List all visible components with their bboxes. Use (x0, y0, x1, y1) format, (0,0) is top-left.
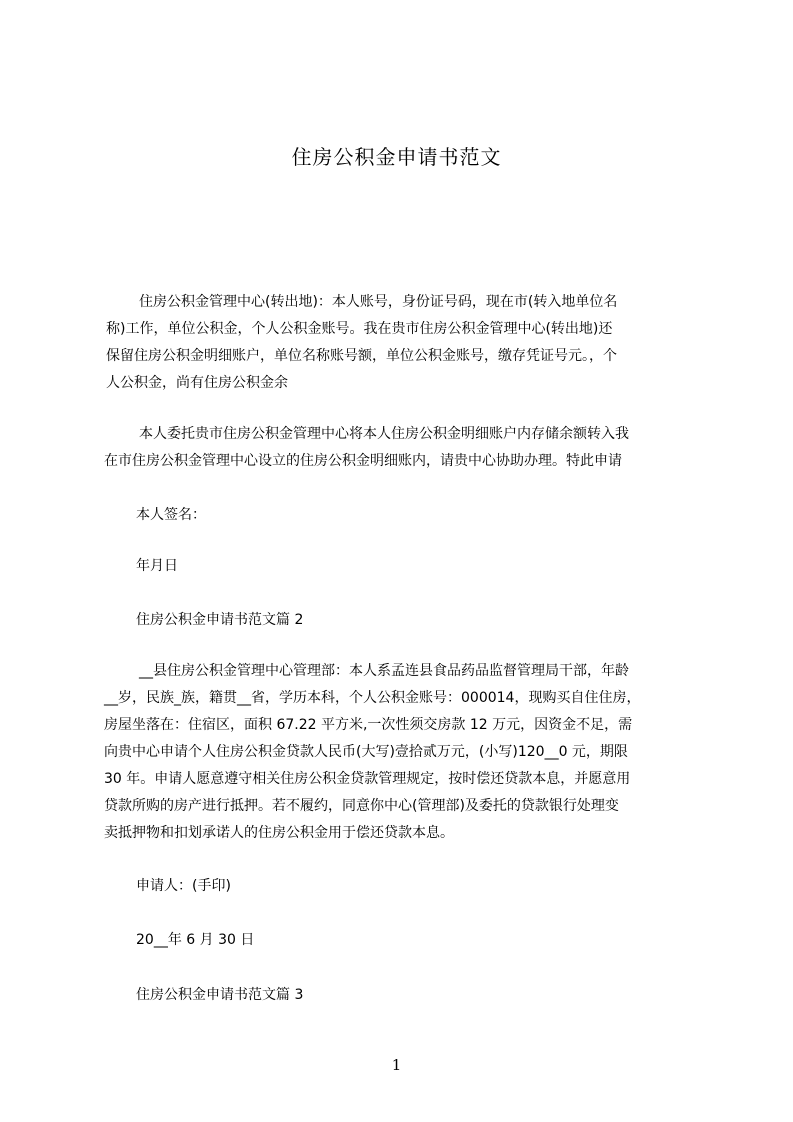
paragraph-3-line: __岁，民族_族，籍贯__省，学历本科，个人公积金账号：000014，现购买自住住房， (104, 690, 641, 706)
paragraph-1-line: 住房公积金管理中心(转出地)：本人账号，身份证号码，现在市(转入地单位名 (139, 294, 618, 310)
paragraph-3-line: 30 年。申请人愿意遵守相关住房公积金贷款管理规定，按时偿还贷款本息，并愿意用 (104, 771, 631, 787)
paragraph-3 (97, 658, 697, 847)
paragraph-3-line: 房屋坐落在：住宿区，面积 67.22 平方米,一次性须交房款 12 万元，因资金不足，需 (104, 717, 633, 733)
paragraph-2-line: 本人委托贵市住房公积金管理中心将本人住房公积金明细账户内存储余额转入我 (139, 426, 629, 442)
paragraph-1-line: 保留住房公积金明细账户，单位名称账号额，单位公积金账号，缴存凭证号元。，个 (106, 348, 617, 364)
date-label: 年月日 (136, 558, 178, 574)
applicant-date: 20__年 6 月 30 日 (136, 932, 255, 948)
applicant-label: 申请人：(手印) (136, 878, 231, 894)
paragraph-3-line: 向贵中心申请个人住房公积金贷款人民币(大写)壹拾贰万元，(小写)120__0 元，期限 (104, 744, 628, 760)
paragraph-3-line: 贷款所购的房产进行抵押。若不履约，同意你中心(管理部)及委托的贷款银行处理变 (104, 798, 619, 814)
paragraph-3-line: 卖抵押物和扣划承诺人的住房公积金用于偿还贷款本息。 (104, 825, 454, 841)
signature-label: 本人签名： (136, 507, 206, 523)
section-3-heading: 住房公积金申请书范文篇 3 (136, 987, 304, 1003)
paragraph-2-line: 在市住房公积金管理中心设立的住房公积金明细账内，请贵中心协助办理。特此申请 (104, 453, 622, 469)
section-2-heading: 住房公积金申请书范文篇 2 (136, 612, 304, 628)
paragraph-3-line: __县住房公积金管理中心管理部：本人系孟连县食品药品监督管理局干部，年龄 (139, 663, 629, 679)
page-title: 住房公积金申请书范文 (291, 145, 502, 169)
paragraph-1 (97, 289, 697, 397)
page-number: 1 (391, 1056, 402, 1074)
paragraph-1-line: 称)工作，单位公积金，个人公积金账号。我在贵市住房公积金管理中心(转出地)还 (106, 321, 613, 337)
paragraph-2 (97, 421, 697, 475)
paragraph-1-line: 人公积金，尚有住房公积金余 (106, 375, 288, 391)
